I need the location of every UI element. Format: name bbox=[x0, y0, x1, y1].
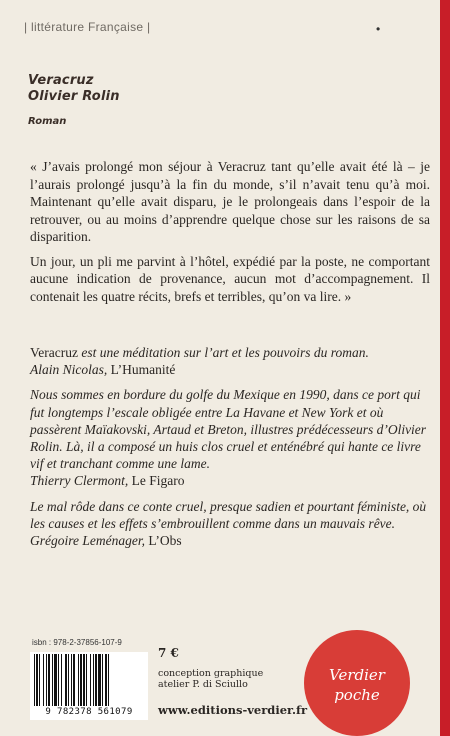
barcode-bar bbox=[54, 654, 57, 706]
book-title-block bbox=[28, 73, 120, 105]
barcode-bar bbox=[48, 654, 50, 706]
review-author: Thierry Clermont, bbox=[30, 473, 129, 489]
review-quote: Nous sommes en bordure du golfe du Mexique en 1990, dans ce port qui fut longtemps l’escale obligée entre La Havane et New York et où passèrent Maïakovski, Artaud et Breton, illustres prédécesseurs d’Olivier Rolin. Là, il a composé un huis clos cruel et enténébré qui hante ce livre vif et tranchant comme une lame. bbox=[30, 387, 427, 472]
barcode-bar bbox=[61, 654, 62, 706]
review-author: Alain Nicolas, bbox=[30, 362, 108, 378]
book-title: Veracruz bbox=[28, 73, 94, 88]
barcode-digits: 9 782378 561079 bbox=[30, 706, 148, 719]
review-publication: Le Figaro bbox=[128, 473, 185, 489]
press-reviews bbox=[30, 344, 430, 557]
barcode-bar bbox=[34, 654, 35, 706]
blurb-paragraph: Un jour, un pli me parvint à l’hôtel, expédié par la poste, ne comportant aucune indication de provenance, aucun mot d’accompagnement. Il contenait les quatre récits, brefs et terribles, qu’on va lire. » bbox=[30, 253, 430, 304]
barcode-bar bbox=[95, 654, 97, 706]
barcode-bar bbox=[80, 654, 82, 706]
barcode-bar bbox=[83, 654, 85, 706]
price: 7 € bbox=[158, 646, 179, 660]
barcode-bar bbox=[98, 654, 101, 706]
barcode-bar bbox=[58, 654, 59, 706]
barcode-bar bbox=[73, 654, 75, 706]
review-source bbox=[30, 532, 430, 549]
spine-edge bbox=[440, 0, 450, 736]
barcode-bar bbox=[86, 654, 87, 706]
credits-line: conception graphique bbox=[158, 668, 264, 679]
barcode-bar bbox=[90, 654, 91, 706]
review-author: Grégoire Leménager, bbox=[30, 533, 145, 549]
blurb-paragraph: « J’avais prolongé mon séjour à Veracruz tant qu’elle avait été là – je l’aurais prolongé jusqu’à la fin du monde, s’il n’avait tenu qu’à moi. Maintenant qu’elle avait disparu, je le prolongeais dans l’espoir de la retrouver, ou au moins d’apprendre quelque chose sur les raisons de sa disparition. bbox=[30, 159, 430, 244]
collection-label: | littérature Française | bbox=[24, 20, 151, 34]
barcode-bar bbox=[43, 654, 44, 706]
review-publication: L’Humanité bbox=[107, 362, 176, 378]
barcode-bar bbox=[108, 654, 109, 706]
logo-line: poche bbox=[334, 686, 380, 704]
book-author: Olivier Rolin bbox=[28, 89, 120, 104]
barcode-bar bbox=[39, 654, 40, 706]
logo-line: Verdier bbox=[329, 666, 385, 684]
verdier-poche-logo bbox=[304, 630, 410, 736]
design-credits bbox=[158, 668, 263, 690]
barcode-bar bbox=[46, 654, 47, 706]
barcode-bar bbox=[65, 654, 67, 706]
review-source bbox=[30, 472, 430, 489]
review-quote: Veracruz est une méditation sur l’art et les pouvoirs du roman. bbox=[30, 345, 369, 360]
review-lead: Veracruz bbox=[30, 345, 78, 360]
review-quote: Le mal rôde dans ce conte cruel, presque sadien et pourtant féministe, où les causes et les effets s’embrouillent comme dans un mauvais rêve. bbox=[30, 498, 427, 531]
barcode-bar bbox=[102, 654, 103, 706]
blurb bbox=[30, 158, 430, 312]
book-genre: Roman bbox=[28, 116, 67, 127]
barcode-bar bbox=[78, 654, 79, 706]
barcode-bar bbox=[36, 654, 38, 706]
review-publication: L’Obs bbox=[144, 533, 182, 549]
review-item bbox=[30, 386, 430, 489]
credits-line: atelier P. di Sciullo bbox=[158, 679, 248, 690]
review-item bbox=[30, 498, 430, 550]
barcode-bar bbox=[105, 654, 107, 706]
barcode-bar bbox=[93, 654, 94, 706]
isbn-text: isbn : 978-2-37856-107-9 bbox=[32, 638, 122, 647]
barcode-bar bbox=[68, 654, 69, 706]
review-item bbox=[30, 344, 430, 378]
barcode-bar bbox=[71, 654, 72, 706]
barcode-bar bbox=[52, 654, 53, 706]
publisher-website: www.editions-verdier.fr bbox=[158, 703, 308, 717]
barcode-bars bbox=[30, 652, 148, 708]
dot-mark: • bbox=[376, 22, 381, 36]
review-source bbox=[30, 361, 430, 378]
